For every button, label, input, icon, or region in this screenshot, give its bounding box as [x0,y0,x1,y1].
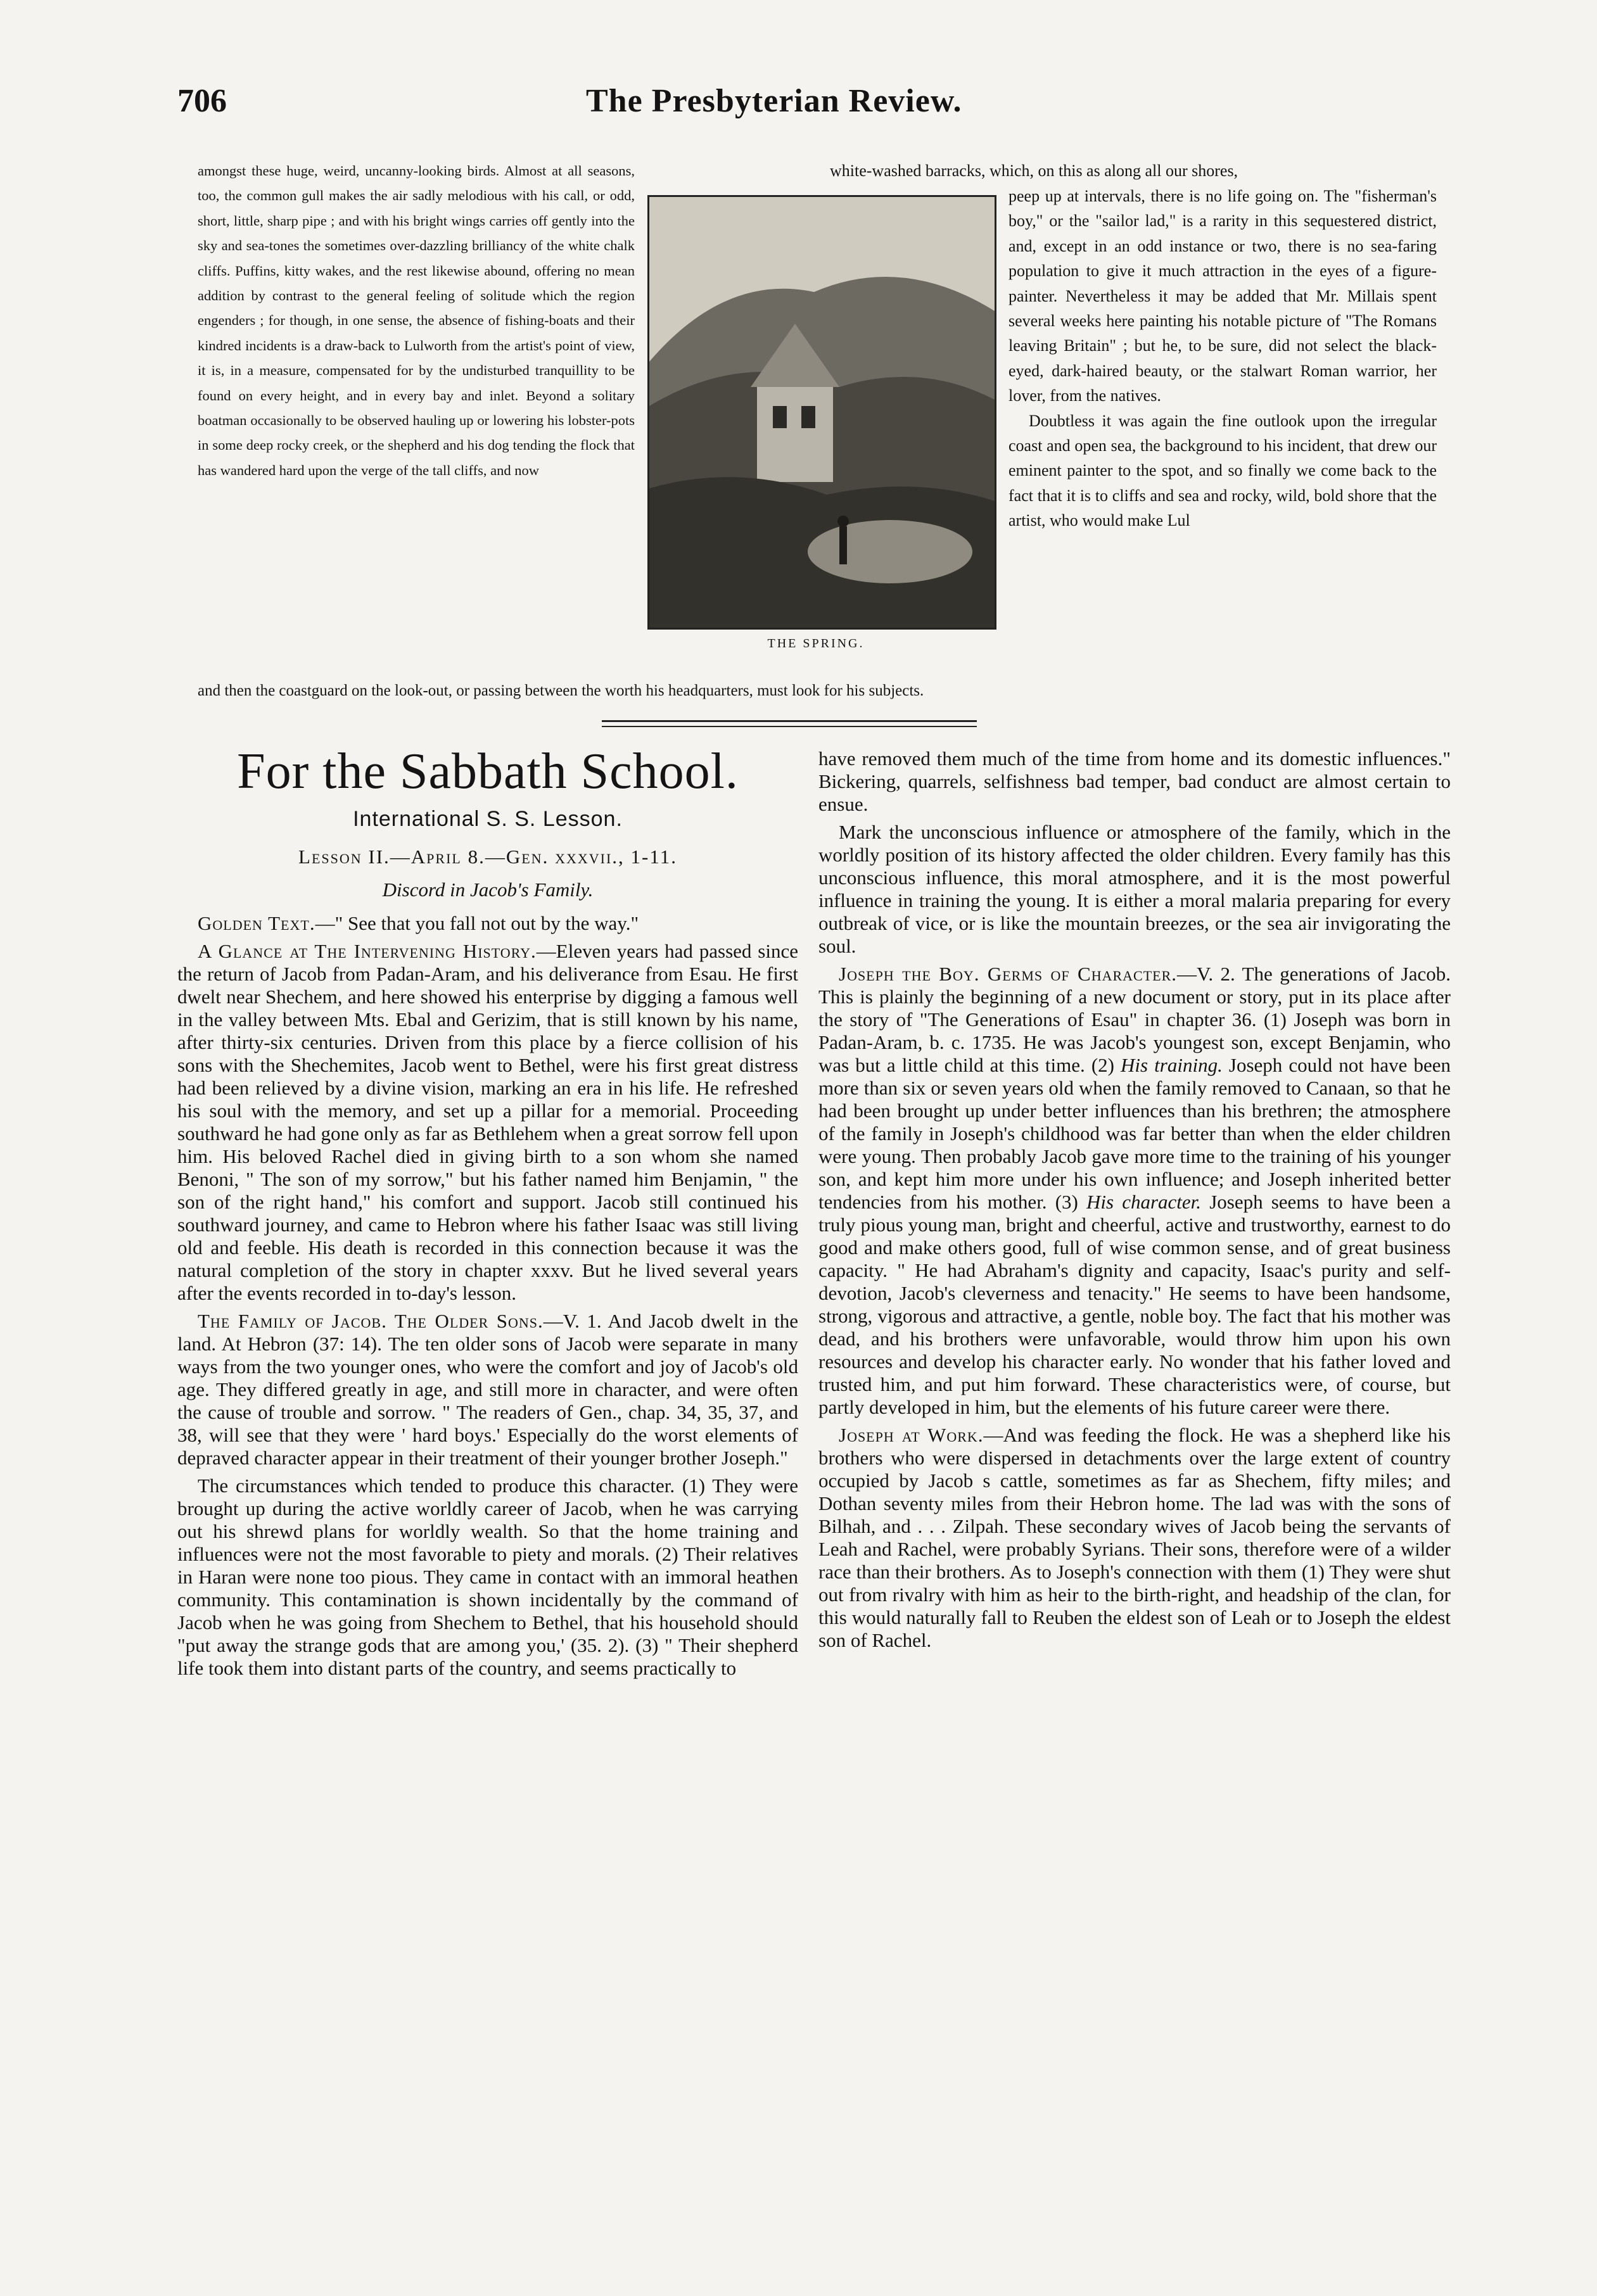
circumstances-paragraph: The circumstances which tended to produce this character. (1) They were brought up during the active worldly career of Jacob, when he was carrying out his shrewd plans for worldly wealth. So that the home training and influences were not the most favorable to piety and morals. (2) Their relatives in Haran were none too pious. They came in contact with an immoral heathen community. This contamination is shown incidentally by the command of Jacob when he was going from Shechem to Bethel, that his household should "put away the strange gods that are among you,' (35. 2). (3) " Their shepherd life took them into distant parts of the country, and seems practically to [177,1475,798,1679]
golden-text-lead: Golden Text. [198,912,315,934]
spring-engraving-image [649,197,995,628]
engraving-illustration [647,195,996,630]
his-character-phrase: His character. [1086,1191,1202,1213]
intervening-history-paragraph [177,940,798,1305]
lesson-right-column [818,747,1451,1657]
page-header [177,82,1432,127]
intervening-history-body: —Eleven years had passed since the return of Jacob from Padan-Aram, and his deliverance from Esau. He first dwelt near Shechem, and here showed his enterprise by digging a famous well in the valley between Mts. Ebal and Gerizim, that is still known by his name, after thirty-six centuries. Driven from this place by a fierce collision of his sons with the Shechemites, Jacob went to Bethel, were his first great distress had been relieved by a divine vision, marking an era in his life. He refreshed his soul with the memory, and set up a pillar for a memorial. Proceeding southward he had gone only as far as Bethlehem when a great sorrow fell upon him. His beloved Rachel died in giving birth to a son whom she named Benoni, " The son of my sorrow," but his father named him Benjamin, " the son of the right hand," his comfort and support. Jacob still continued his southward journey, and came to Hebron where his father Isaac was still living old and feeble. His death is recorded in this connection because it was the natural completion of the story in chapter xxxv. But he lived several years after the events recorded in to-day's lesson. [177,940,798,1304]
golden-text-body: —" See that you fall not out by the way." [315,912,639,934]
figure-caption: THE SPRING. [767,637,865,650]
older-sons-body: —V. 1. And Jacob dwelt in the land. At Hebron (37: 14). The ten older sons of Jacob were separate in many ways from the two younger ones, who were the comfort and joy of Jacob's old age. They differed greatly in age, and still more in character, and were often the cause of trouble and sorrow. " The readers of Gen., chap. 34, 35, 37, and 38, will see that they were ' hard boys.' Especially do the worst elements of depraved character appear in their treatment of their younger brother Joseph." [177,1310,798,1469]
journal-title: The Presbyterian Review. [586,83,962,119]
top-article-right-head: white-washed barracks, which, on this as along all our shores, [830,162,1238,180]
lesson-subject: Discord in Jacob's Family. [382,878,594,901]
section-rule-thin [602,726,977,727]
top-article-bottom-line: and then the coastguard on the look-out, or passing between the worth his headquarters, must look for his subjects. [198,682,924,699]
lesson-left-column [177,912,798,1685]
intervening-history-lead: A Glance at The Intervening History. [198,940,537,962]
joseph-boy-lead: Joseph the Boy. Germs of Character. [839,963,1178,985]
continuation-paragraph: have removed them much of the time from home and its domestic influences." Bickering, quarrels, selfishness bad temper, bad conduct are almost certain to ensue. [818,747,1451,815]
joseph-at-work-paragraph [818,1424,1451,1652]
section-heading [177,740,798,901]
joseph-at-work-lead: Joseph at Work. [839,1424,984,1446]
top-article-right-column [1008,184,1437,533]
top-article-right-p1: peep up at intervals, there is no life going on. The "fisherman's boy," or the "sailor lad," is a rarity in this sequestered district, and, except in an odd instance or two, there is no sea-faring population to give it much attraction in the eyes of a figure-painter. Nevertheless it may be added that Mr. Millais spent several weeks here painting his notable picture of "The Romans leaving Britain" ; but he, to be sure, did not select the black-eyed, dark-haired beauty, or the stalwart Roman warrior, her lover, from the natives. [1008,187,1437,405]
older-sons-paragraph [177,1310,798,1469]
page-number: 706 [177,83,227,119]
older-sons-lead: The Family of Jacob. The Older Sons. [198,1310,544,1332]
joseph-boy-body-a: —V. 2. The generations of Jacob. This is plainly the beginning of a new document or story, put in its place after the story of "The Generations of Esau" in chapter 36. (1) Joseph was born in Padan-Aram, b. c. 1735. He was Jacob's youngest son, except Benjamin, who was but a little child at this time. (2) [818,963,1451,1076]
joseph-at-work-body: —And was feeding the flock. He was a shepherd like his brothers who were dispersed in detachments over the large extent of country occupied by Jacob s cattle, sometimes as far as Shechem, fifty miles; and Dothan seventy miles from their Hebron home. The lad was with the sons of Bilhah, and . . . Zilpah. These secondary wives of Jacob being the servants of Leah and Rachel, were probably Syrians. Their sons, therefore were of a wilder race than their brothers. As to Joseph's connection with them (1) They were shut out from rivalry with him as heir to the birth-right, and headship of the clan, for this would naturally fall to Reuben the eldest son of Leah or to Joseph the eldest son of Rachel. [818,1424,1451,1651]
section-title: For the Sabbath School. [237,744,739,799]
his-training-phrase: His training. [1121,1054,1223,1076]
joseph-boy-paragraph [818,963,1451,1419]
section-subtitle: International S. S. Lesson. [353,807,623,831]
top-article-left-column: amongst these huge, weird, uncanny-looking birds. Almost at all seasons, too, the common gull makes the air sadly melodious with his call, or odd, short, little, sharp pipe ; and with his bright wings carries off gently into the sky and sea-tones the sometimes over-dazzling brilliancy of the white chalk cliffs. Puffins, kitty wakes, and the rest likewise abound, offering no mean addition by contrast to the general feeling of solitude which the region engenders ; for though, in one sense, the absence of fishing-boats and their kindred incidents is a draw-back to Lulworth from the artist's point of view, it is, in a measure, compensated for by the undisturbed tranquillity to be found on every height, and in every bay and inlet. Beyond a solitary boatman occasionally to be observed hauling up or lowering his lobster-pots in some deep rocky creek, or the shepherd and his dog tending the flock that has wandered hard upon the verge of the tall cliffs, and now [198,163,635,478]
unconscious-influence-paragraph: Mark the unconscious influence or atmosphere of the family, which in the worldly position of its history affected the older children. Every family has this unconscious influence, this moral atmosphere, and it is the most powerful influence in training the young. It is either a moral malaria preparing for every outbreak of vice, or is like the mountain breezes, or the sea air invigorating the soul. [818,821,1451,957]
lesson-line: Lesson II.—April 8.—Gen. xxxvii., 1-11. [298,846,677,868]
section-rule [602,720,977,722]
joseph-boy-body-b: Joseph could not have been more than six or seven years old when the family removed to Canaan, so that he had been brought up under better influences than his brethren; the atmosphere of the family in Joseph's childhood was far better than when the elder children were young. Then probably Jacob gave more time to the training of his younger son, and kept him more under his own influence; and Joseph inherited better tendencies from his mother. (3) [818,1054,1451,1213]
golden-text-paragraph [177,912,798,935]
top-article-right-p2: Doubtless it was again the fine outlook upon the irregular coast and open sea, the background to his incident, that drew our eminent painter to the spot, and so finally we come back to the fact that it is to cliffs and sea and rocky, wild, bold shore that the artist, who would make Lul [1008,411,1437,530]
joseph-boy-body-c: Joseph seems to have been a truly pious young man, bright and cheerful, active and trustworthy, earnest to do good and make others good, full of wise common sense, and of great business capacity. " He had Abraham's dignity and capacity, Isaac's purity and self-devotion, Jacob's cleverness and tenacity." He seems to have been handsome, strong, vigorous and attractive, a gentle, noble boy. The fact that his mother was dead, and his brothers were unfavorable, would throw him upon his own resources and develop his character early. No wonder that his father loved and trusted him, and put him forward. These characteristics were, of course, but partly developed in him, but the elements of his future career were there. [818,1191,1451,1418]
